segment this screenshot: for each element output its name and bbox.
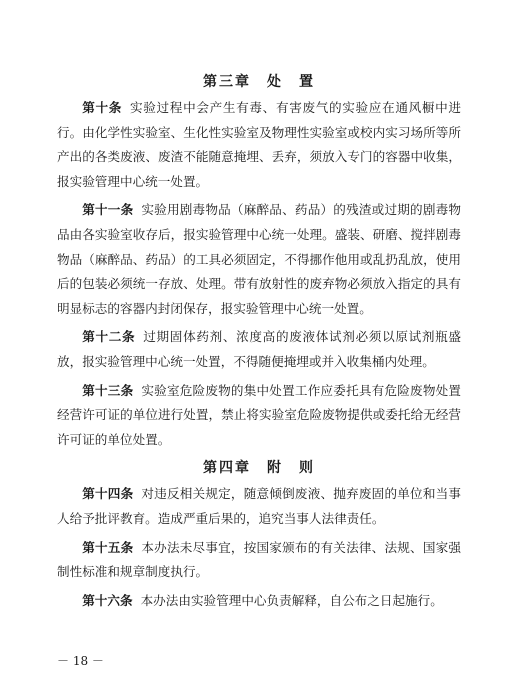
article-16	[57, 589, 461, 614]
article-15-number: 第十五条	[82, 539, 134, 555]
article-12	[57, 325, 461, 374]
article-13	[57, 379, 461, 453]
article-13-number: 第十三条	[82, 382, 134, 398]
article-15	[57, 536, 461, 585]
chapter-4-title: 第四章 附 则	[203, 460, 315, 477]
article-11	[57, 198, 461, 321]
article-16-text: 本办法由实验管理中心负责解释，自公布之日起施行。	[140, 592, 443, 608]
article-13-text: 实验室危险废物的集中处置工作应委托具有危险废物处置经营许可证的单位进行处置，禁止将实验室危险废物提供或委托给无经营许可证的单位处置。	[57, 382, 462, 447]
article-11-text: 实验用剧毒物品（麻醉品、药品）的残渣或过期的剧毒物品由各实验室收存后，报实验管理中心统一处理。盛装、研磨、搅拌剧毒物品（麻醉品、药品）的工具必须固定，不得挪作他用或乱扔乱放，使用后的包装必须统一存放、处理。带有放射性的废弃物必须放入指定的具有明显标志的容器内封闭保存，报实验管理中心统一处置。	[57, 202, 462, 316]
chapter-3-title: 第三章 处 置	[203, 74, 315, 90]
page-number: － 18 －	[57, 654, 104, 668]
article-14-number: 第十四条	[82, 486, 134, 502]
article-10-number: 第十条	[82, 100, 122, 115]
article-14-text: 对违反相关规定，随意倾倒废液、抛弃废固的单位和当事人给予批评教育。造成严重后果的，追究当事人法律责任。	[57, 486, 462, 526]
article-14	[57, 482, 461, 531]
article-16-number: 第十六条	[82, 592, 133, 608]
article-10	[57, 96, 461, 194]
article-15-text: 本办法未尽事宜，按国家颁布的有关法律、法规、国家强制性标准和规章制度执行。	[57, 539, 462, 580]
article-12-number: 第十二条	[82, 329, 136, 345]
article-11-number: 第十一条	[82, 202, 134, 218]
article-12-text: 过期固体药剂、浓度高的废液体试剂必须以原试剂瓶盛放，报实验管理中心统一处置，不得随便掩埋或并入收集桶内处理。	[57, 329, 462, 369]
article-10-text: 实验过程中会产生有毒、有害废气的实验应在通风橱中进行。由化学性实验室、生化性实验室及物理性实验室或校内实习场所等所产出的各类废液、废渣不能随意掩埋、丢弃，须放入专门的容器中收集，报实验管理中心统一处置。	[57, 100, 462, 189]
